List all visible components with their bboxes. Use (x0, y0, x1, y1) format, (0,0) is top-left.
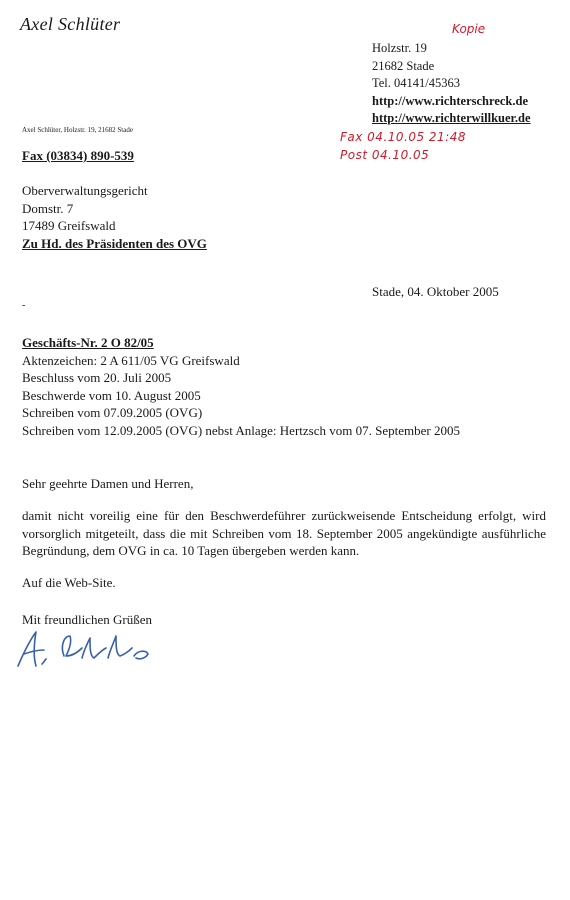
reference-line: Beschluss vom 20. Juli 2005 (22, 370, 172, 385)
address-website-1: http://www.richterschreck.de (372, 93, 528, 108)
recipient-line: Domstr. 7 (22, 200, 74, 216)
closing-line: Mit freundlichen Grüßen (22, 612, 152, 627)
date-line: Stade, 04. Oktober 2005 (372, 284, 499, 299)
address-phone: Tel. 04141/45363 (372, 76, 461, 90)
address-street: Holzstr. 19 (372, 41, 427, 55)
recipient-attention: Zu Hd. des Präsidenten des OVG (22, 235, 207, 251)
kopie-annotation: Kopie (452, 22, 486, 36)
fax-sent-annotation: Fax 04.10.05 21:48 (340, 130, 467, 144)
post-sent-annotation: Post 04.10.05 (340, 148, 430, 162)
recipient-line: 17489 Greifswald (22, 218, 116, 233)
letterhead-name: Axel Schlüter (20, 14, 121, 34)
recipient-line: Oberverwaltungsgericht (22, 183, 148, 198)
website-note: Auf die Web-Site. (22, 575, 116, 590)
body-paragraph: damit nicht voreilig eine für den Beschwerdeführer zurückweisende Entscheidung erfolgt, wird vorsorglich mitgeteilt, dass die mit Schreiben vom 18. September 2005 angekündigte ausführliche Begründung, dem OVG in ca. 10 Tagen übergeben werden kann. (22, 508, 546, 558)
reference-line: Aktenzeichen: 2 A 611/05 VG Greifswald (22, 352, 240, 368)
sender-return-line: Axel Schlüter, Holzstr. 19, 21682 Stade (22, 126, 133, 134)
reference-block (22, 334, 460, 439)
letterhead-address (372, 40, 531, 128)
reference-line: Beschwerde vom 10. August 2005 (22, 387, 201, 403)
case-number: Geschäfts-Nr. 2 O 82/05 (22, 335, 154, 350)
recipient-address (22, 182, 207, 252)
handwritten-signature (14, 622, 164, 672)
dash-mark: - (22, 300, 26, 311)
reference-line: Schreiben vom 07.09.2005 (OVG) (22, 405, 203, 420)
salutation: Sehr geehrte Damen und Herren, (22, 476, 194, 491)
reference-line: Schreiben vom 12.09.2005 (OVG) nebst Anlage: Hertzsch vom 07. September 2005 (22, 422, 460, 438)
fax-number: Fax (03834) 890-539 (22, 148, 134, 163)
address-website-2: http://www.richterwillkuer.de (372, 111, 531, 125)
address-city: 21682 Stade (372, 58, 435, 73)
